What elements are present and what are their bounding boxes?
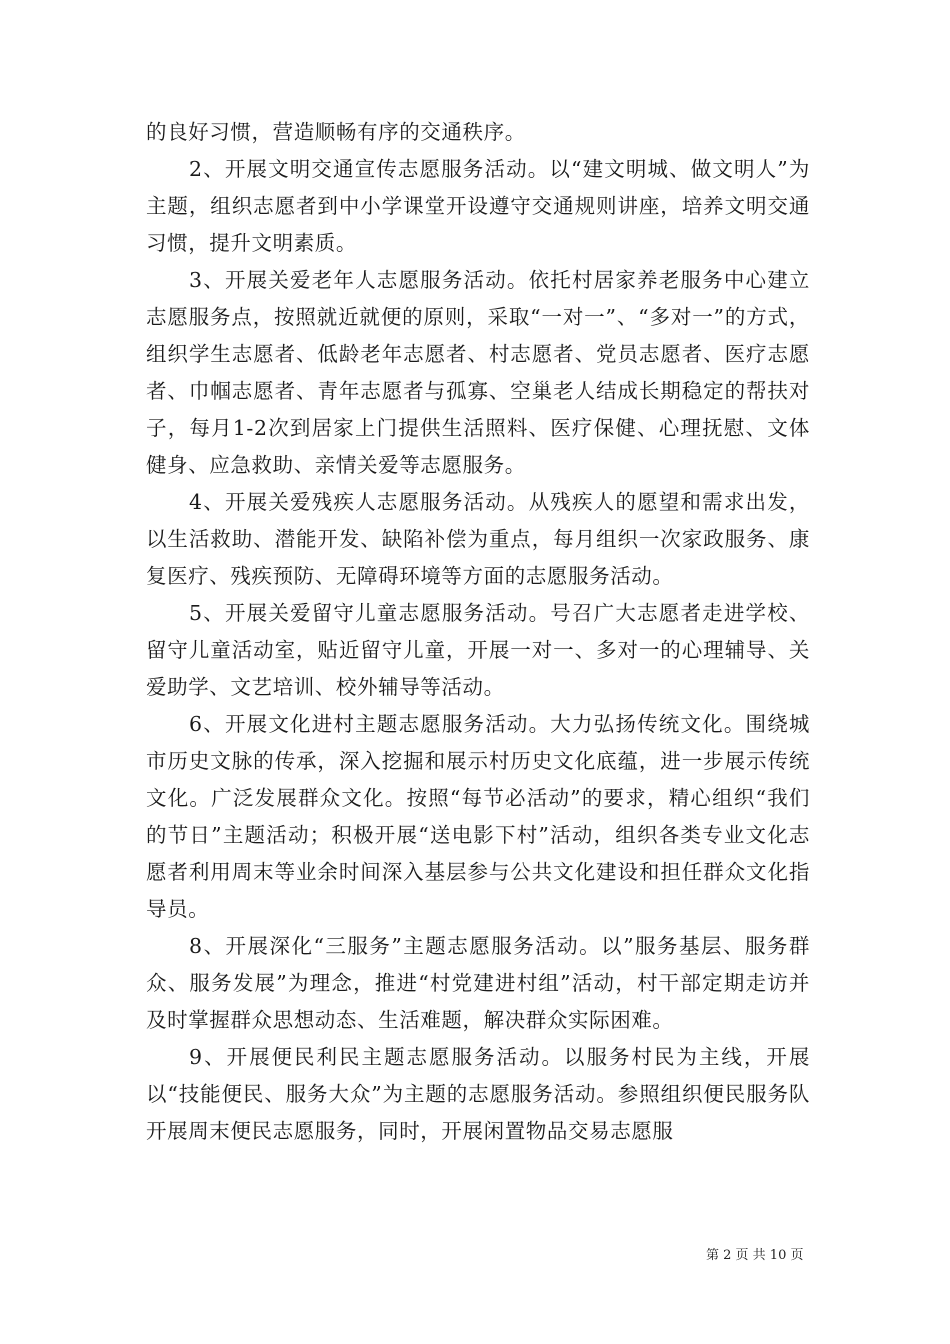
paragraph-disabled-care: 4、开展关爱残疾人志愿服务活动。从残疾人的愿望和需求出发，以生活救助、潜能开发、缺陷补偿为重点，每月组织一次家政服务、康复医疗、残疾预防、无障碍环境等方面的志愿服务活动。 xyxy=(146,490,810,588)
page-number-footer: 第 2 页 共 10 页 xyxy=(706,1248,804,1263)
paragraph-culture-village: 6、开展文化进村主题志愿服务活动。大力弘扬传统文化。围绕城市历史文脉的传承，深入挖掘和展示村历史文化底蕴，进一步展示传统文化。广泛发展群众文化。按照“每节必活动”的要求，精心组织“我们的节日”主题活动；积极开展“送电影下村”活动，组织各类专业文化志愿者利用周末等业余时间深入基层参与公共文化建设和担任群众文化指导员。 xyxy=(146,712,810,921)
paragraph-traffic-campaign: 2、开展文明交通宣传志愿服务活动。以“建文明城、做文明人”为主题，组织志愿者到中小学课堂开设遵守交通规则讲座，培养文明交通习惯，提升文明素质。 xyxy=(146,157,810,255)
paragraph-continued: 的良好习惯，营造顺畅有序的交通秩序。 xyxy=(146,120,526,144)
paragraph-left-behind-children: 5、开展关爱留守儿童志愿服务活动。号召广大志愿者走进学校、留守儿童活动室，贴近留守儿童，开展一对一、多对一的心理辅导、关爱助学、文艺培训、校外辅导等活动。 xyxy=(146,601,810,699)
document-body xyxy=(146,114,810,1150)
paragraph-three-services: 8、开展深化“三服务”主题志愿服务活动。以”服务基层、服务群众、服务发展”为理念，推进“村党建进村组”活动，村干部定期走访并及时掌握群众思想动态、生活难题，解决群众实际困难。 xyxy=(146,934,810,1032)
paragraph-elderly-care: 3、开展关爱老年人志愿服务活动。依托村居家养老服务中心建立志愿服务点，按照就近就便的原则，采取“一对一”、“多对一”的方式，组织学生志愿者、低龄老年志愿者、村志愿者、党员志愿者、医疗志愿者、巾帼志愿者、青年志愿者与孤寡、空巢老人结成长期稳定的帮扶对子，每月1-2次到居家上门提供生活照料、医疗保健、心理抚慰、文体健身、应急救助、亲情关爱等志愿服务。 xyxy=(146,268,810,477)
paragraph-convenience-services: 9、开展便民利民主题志愿服务活动。以服务村民为主线，开展以“技能便民、服务大众”为主题的志愿服务活动。参照组织便民服务队开展周末便民志愿服务，同时，开展闲置物品交易志愿服 xyxy=(146,1045,810,1143)
